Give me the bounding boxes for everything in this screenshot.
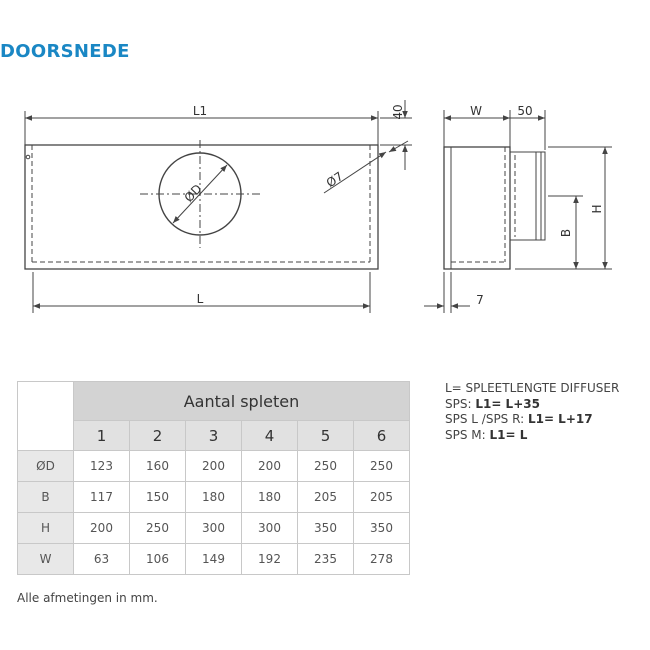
table-cell: 250 <box>130 513 186 544</box>
table-cell: 106 <box>130 544 186 575</box>
table-row <box>18 482 410 513</box>
table-cell: 180 <box>242 482 298 513</box>
table-cell: 350 <box>298 513 354 544</box>
table-cell: 200 <box>74 513 130 544</box>
table-group-header: Aantal spleten <box>74 382 410 421</box>
mount-hole <box>26 155 30 159</box>
table-cell: 250 <box>354 451 410 482</box>
legend-line: SPS: L1= L+35 <box>445 396 540 411</box>
table-cell: 117 <box>74 482 130 513</box>
legend-line: SPS L /SPS R: L1= L+17 <box>445 412 593 426</box>
label-l: L <box>196 292 204 306</box>
label-7: 7 <box>476 293 484 307</box>
table-row <box>18 513 410 544</box>
label-small-diameter: Ø7 <box>323 169 346 191</box>
table-cell: 180 <box>186 482 242 513</box>
legend-notes <box>445 381 619 443</box>
label-h: H <box>590 204 604 214</box>
table-cell: 300 <box>242 513 298 544</box>
footnote: Alle afmetingen in mm. <box>17 591 158 605</box>
table-row <box>18 451 410 482</box>
table-corner <box>18 382 74 451</box>
table-col-header: 3 <box>186 421 242 451</box>
table-cell: 150 <box>130 482 186 513</box>
table-col-header: 2 <box>130 421 186 451</box>
label-40: 40 <box>391 104 405 120</box>
label-b: B <box>559 228 573 238</box>
table-cell: 300 <box>186 513 242 544</box>
table-cell: 278 <box>354 544 410 575</box>
table-cell: 200 <box>186 451 242 482</box>
table-cell: 235 <box>298 544 354 575</box>
legend-line: SPS M: L1= L <box>445 427 528 442</box>
table-cell: 160 <box>130 451 186 482</box>
table-row-header: W <box>18 544 74 575</box>
table-cell: 205 <box>354 482 410 513</box>
label-w: W <box>470 104 482 118</box>
front-view <box>25 100 412 313</box>
table-cell: 149 <box>186 544 242 575</box>
table-col-header: 6 <box>354 421 410 451</box>
label-l1: L1 <box>192 104 208 118</box>
page-title: DOORSNEDE <box>0 41 130 62</box>
label-diameter: ØD <box>181 181 205 205</box>
table-col-header: 5 <box>298 421 354 451</box>
table-cell: 205 <box>298 482 354 513</box>
table-row-header: H <box>18 513 74 544</box>
table-cell: 200 <box>242 451 298 482</box>
table-row-header: B <box>18 482 74 513</box>
side-box <box>444 147 510 269</box>
table-cell: 250 <box>298 451 354 482</box>
table-cell: 350 <box>354 513 410 544</box>
table-cell: 192 <box>242 544 298 575</box>
table-row-header: ØD <box>18 451 74 482</box>
front-box <box>25 145 378 269</box>
side-view <box>424 110 612 313</box>
table-col-header: 1 <box>74 421 130 451</box>
table-cell: 63 <box>74 544 130 575</box>
legend-line: L= SPLEETLENGTE DIFFUSER <box>445 381 620 395</box>
table-cell: 123 <box>74 451 130 482</box>
label-50: 50 <box>517 104 533 118</box>
table-row <box>18 544 410 575</box>
table-col-header: 4 <box>242 421 298 451</box>
dimensions-table <box>17 381 410 575</box>
